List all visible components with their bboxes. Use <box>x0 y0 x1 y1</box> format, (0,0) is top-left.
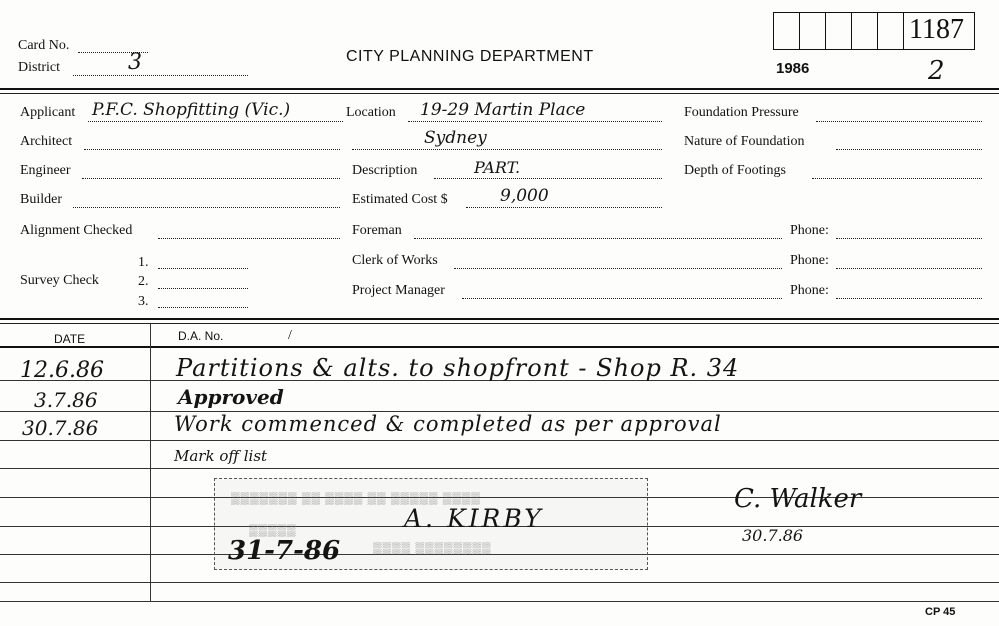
foundation-pressure-dots <box>816 121 982 122</box>
form-rule-top <box>0 318 999 320</box>
location-value-2: Sydney <box>424 128 487 148</box>
location-dots <box>408 121 662 122</box>
architect-dots <box>84 149 340 150</box>
applicant-value: P.F.C. Shopfitting (Vic.) <box>92 100 291 120</box>
stamp-signature: A. KIRBY <box>404 504 544 533</box>
pm-dots <box>462 298 782 299</box>
form-code: CP 45 <box>925 606 956 618</box>
description-dots <box>434 178 662 179</box>
cost-dots <box>466 207 662 208</box>
alignment-dots <box>158 238 340 239</box>
alignment-label: Alignment Checked <box>20 223 133 238</box>
builder-dots <box>73 207 340 208</box>
stamp-faded-line-2: ▒▒▒▒▒ <box>249 523 297 537</box>
department-title: CITY PLANNING DEPARTMENT <box>346 48 594 65</box>
entry-1-text: Partitions & alts. to shopfront - Shop R. 34 <box>176 354 740 382</box>
file-sub-number: 2 <box>928 56 945 86</box>
location-value-1: 19-29 Martin Place <box>420 100 586 120</box>
clerk-dots <box>454 268 782 269</box>
district-value: 3 <box>128 50 142 75</box>
description-value: PART. <box>474 158 521 177</box>
nature-dots <box>836 149 982 150</box>
phone-dots-1 <box>836 238 982 239</box>
file-number: 1187 <box>909 14 964 45</box>
entry-3-text: Work commenced & completed as per approval <box>174 412 722 436</box>
survey-1-dots <box>158 268 248 269</box>
date-column-header: DATE <box>54 332 86 346</box>
number-box-4 <box>851 12 878 50</box>
depth-dots <box>812 178 982 179</box>
entry-3-date: 30.7.86 <box>22 416 99 440</box>
row-line <box>0 582 999 583</box>
stamp-faded-line-1: ▒▒▒▒▒▒▒ ▒▒ ▒▒▒▒ ▒▒ ▒▒▒▒▒ ▒▒▒▒ <box>231 491 481 505</box>
phone-label-3: Phone: <box>790 283 829 298</box>
cost-value: 9,000 <box>500 186 549 206</box>
applicant-dots <box>88 121 343 122</box>
year: 1986 <box>776 60 810 77</box>
survey-1: 1. <box>138 255 149 270</box>
nature-label: Nature of Foundation <box>684 134 805 149</box>
signature-date: 30.7.86 <box>742 526 804 545</box>
foreman-dots <box>414 238 782 239</box>
location-dots-2 <box>352 149 662 150</box>
card-no-label: Card No. <box>18 38 70 53</box>
stamp-date: 31-7-86 <box>228 536 341 566</box>
row-line <box>0 440 999 441</box>
engineer-dots <box>82 178 340 179</box>
clerk-label: Clerk of Works <box>352 253 438 268</box>
header-rule-top <box>0 88 999 90</box>
da-column-header: D.A. No. <box>178 329 224 343</box>
district-dots <box>73 75 248 76</box>
phone-label-2: Phone: <box>790 253 829 268</box>
pm-label: Project Manager <box>352 283 445 298</box>
survey-label: Survey Check <box>20 273 99 288</box>
builder-label: Builder <box>20 192 62 207</box>
entry-2-text: Approved <box>178 385 284 409</box>
phone-label-1: Phone: <box>790 223 829 238</box>
applicant-label: Applicant <box>20 105 76 120</box>
description-label: Description <box>352 163 418 178</box>
survey-2-dots <box>158 288 248 289</box>
foundation-pressure-label: Foundation Pressure <box>684 105 799 120</box>
phone-dots-3 <box>836 298 982 299</box>
signature: C. Walker <box>734 484 862 514</box>
cost-label: Estimated Cost $ <box>352 192 448 207</box>
district-label: District <box>18 60 60 75</box>
survey-2: 2. <box>138 274 149 289</box>
number-box-1 <box>773 12 800 50</box>
number-box-3 <box>825 12 852 50</box>
row-line <box>0 468 999 469</box>
entry-2-date: 3.7.86 <box>34 388 98 412</box>
phone-dots-2 <box>836 268 982 269</box>
entry-4-text: Mark off list <box>174 447 268 465</box>
date-column-divider <box>150 324 151 601</box>
number-box-5 <box>877 12 904 50</box>
number-box-2 <box>799 12 826 50</box>
header-rule-bottom <box>0 93 999 94</box>
entry-1-date: 12.6.86 <box>20 358 104 383</box>
survey-3-dots <box>158 307 248 308</box>
depth-label: Depth of Footings <box>684 163 786 178</box>
survey-3: 3. <box>138 294 149 309</box>
location-label: Location <box>346 105 396 120</box>
foreman-label: Foreman <box>352 223 402 238</box>
architect-label: Architect <box>20 134 73 149</box>
engineer-label: Engineer <box>20 163 71 178</box>
stamp-faded-line-3: ▒▒▒▒ ▒▒▒▒▒▒▒▒ <box>373 541 492 555</box>
row-line <box>0 601 999 602</box>
da-value: / <box>288 328 292 343</box>
